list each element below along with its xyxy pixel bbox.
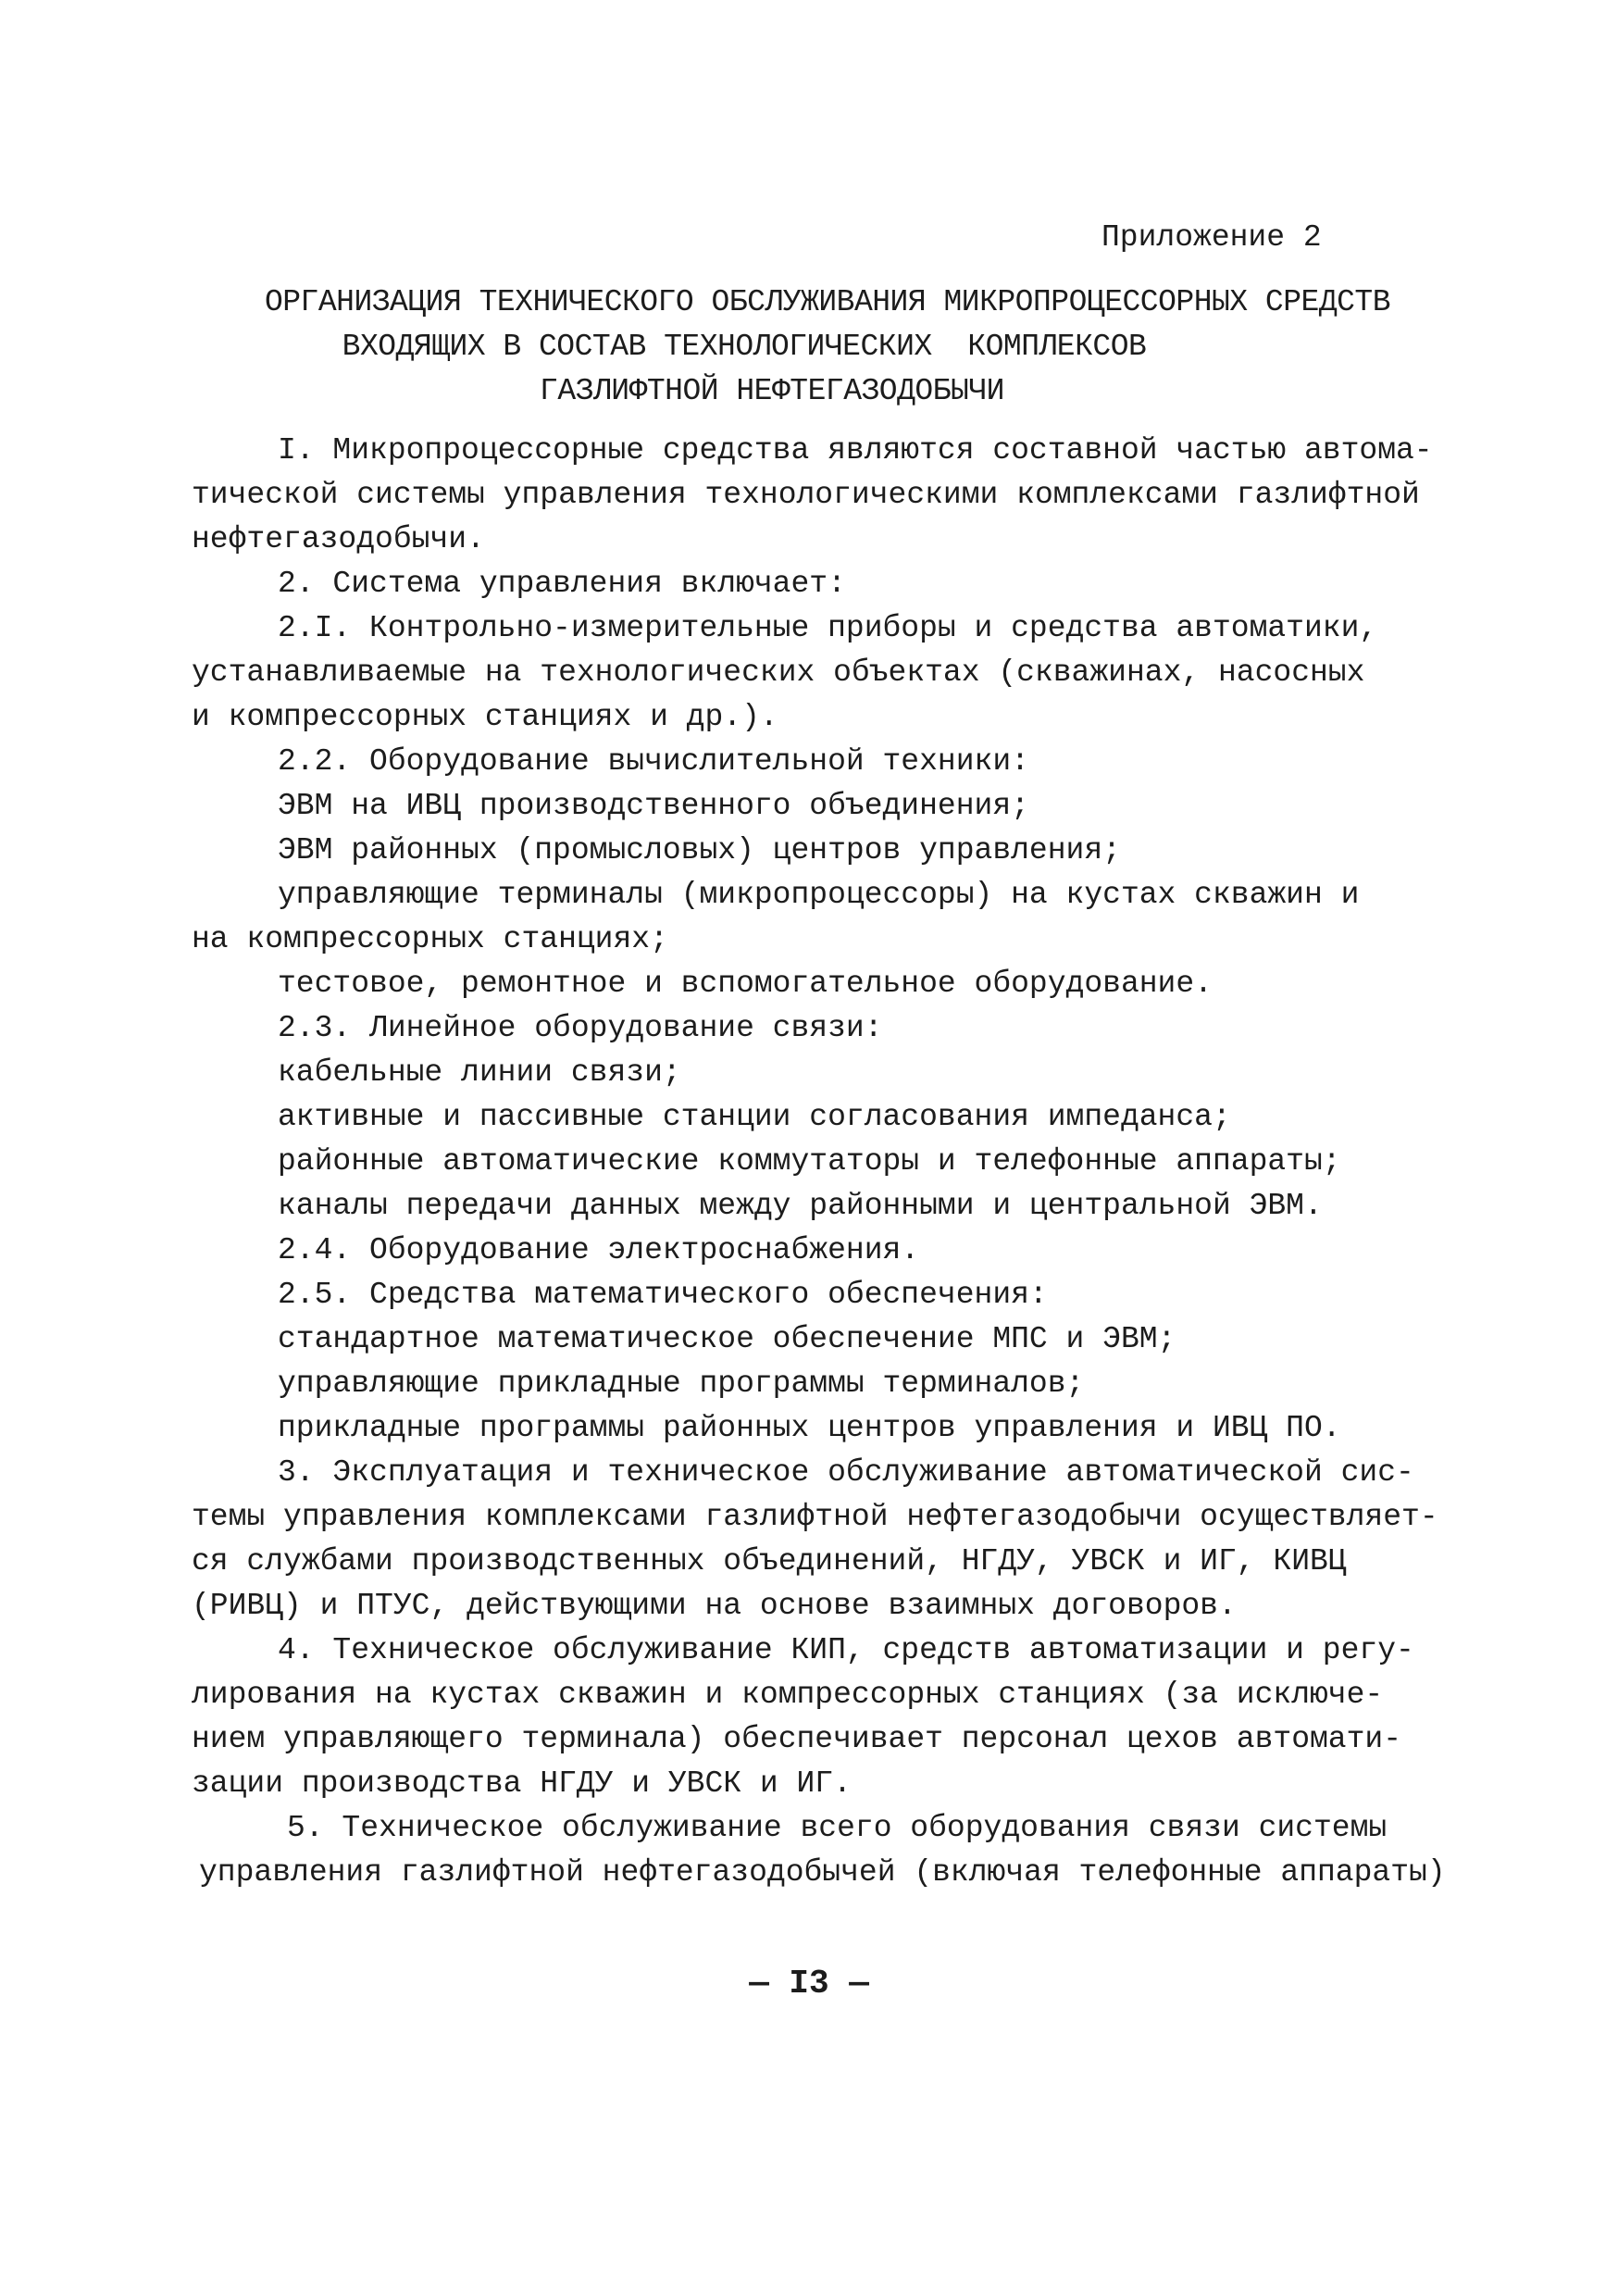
title-line-3: ГАЗЛИФТНОЙ НЕФТЕГАЗОДОБЫЧИ (540, 374, 1004, 408)
title-line-2: ВХОДЯЩИХ В СОСТАВ ТЕХНОЛОГИЧЕСКИХ КОМПЛЕКСОВ (342, 330, 1147, 364)
body-line-10: ЭВМ районных (промысловых) центров управления; (278, 833, 1121, 867)
body-line-2: тической системы управления технологическими комплексами газлифтной (192, 478, 1420, 512)
body-line-29: лирования на кустах скважин и компрессорных станциях (за исключе- (192, 1678, 1384, 1712)
body-line-9: ЭВМ на ИВЦ производственного объединения; (278, 789, 1029, 823)
body-line-26: ся службами производственных объединений, НГДУ, УВСК и ИГ, КИВЦ (192, 1544, 1347, 1578)
body-line-23: прикладные программы районных центров управления и ИВЦ ПО. (278, 1411, 1341, 1445)
body-line-19: 2.4. Оборудование электроснабжения. (278, 1233, 920, 1267)
appendix-label: Приложение 2 (1101, 220, 1322, 255)
body-line-27: (РИВЦ) и ПТУС, действующими на основе взаимных договоров. (192, 1589, 1237, 1623)
body-line-17: районные автоматические коммутаторы и телефонные аппараты; (278, 1144, 1341, 1179)
title-line-1: ОРГАНИЗАЦИЯ ТЕХНИЧЕСКОГО ОБСЛУЖИВАНИЯ МИКРОПРОЦЕССОРНЫХ СРЕДСТВ (264, 285, 1391, 319)
body-line-25: темы управления комплексами газлифтной нефтегазодобычи осуществляет- (192, 1500, 1438, 1534)
page-number: — I3 — (749, 1965, 869, 2003)
body-line-13: тестовое, ремонтное и вспомогательное оборудование. (278, 967, 1213, 1001)
body-line-20: 2.5. Средства математического обеспечения: (278, 1278, 1048, 1312)
body-line-4: 2. Система управления включает: (278, 567, 846, 601)
body-line-32: 5. Техническое обслуживание всего оборудования связи системы (287, 1811, 1388, 1845)
body-line-3: нефтегазодобычи. (192, 522, 485, 556)
body-line-15: кабельные линии связи; (278, 1055, 681, 1090)
body-line-6: устанавливаемые на технологических объектах (скважинах, насосных (192, 655, 1365, 690)
body-line-7: и компрессорных станциях и др.). (192, 700, 778, 734)
body-line-16: активные и пассивные станции согласования импеданса; (278, 1100, 1231, 1134)
body-line-28: 4. Техническое обслуживание КИП, средств автоматизации и регу- (278, 1633, 1414, 1667)
body-line-8: 2.2. Оборудование вычислительной техники: (278, 744, 1029, 779)
body-line-5: 2.I. Контрольно-измерительные приборы и средства автоматики, (278, 611, 1378, 645)
body-line-31: зации производства НГДУ и УВСК и ИГ. (192, 1766, 852, 1801)
body-line-33: управления газлифтной нефтегазодобычей (включая телефонные аппараты) (199, 1855, 1446, 1890)
body-line-18: каналы передачи данных между районными и центральной ЭВМ. (278, 1189, 1323, 1223)
body-line-11: управляющие терминалы (микропроцессоры) на кустах скважин и (278, 878, 1360, 912)
body-line-30: нием управляющего терминала) обеспечивает персонал цехов автомати- (192, 1722, 1402, 1756)
body-line-24: 3. Эксплуатация и техническое обслуживание автоматической сис- (278, 1455, 1414, 1490)
body-line-14: 2.3. Линейное оборудование связи: (278, 1011, 883, 1045)
body-line-1: I. Микропроцессорные средства являются составной частью автома- (278, 433, 1433, 468)
body-line-12: на компрессорных станциях; (192, 922, 668, 956)
body-line-22: управляющие прикладные программы терминалов; (278, 1366, 1085, 1401)
body-line-21: стандартное математическое обеспечение МПС и ЭВМ; (278, 1322, 1176, 1356)
